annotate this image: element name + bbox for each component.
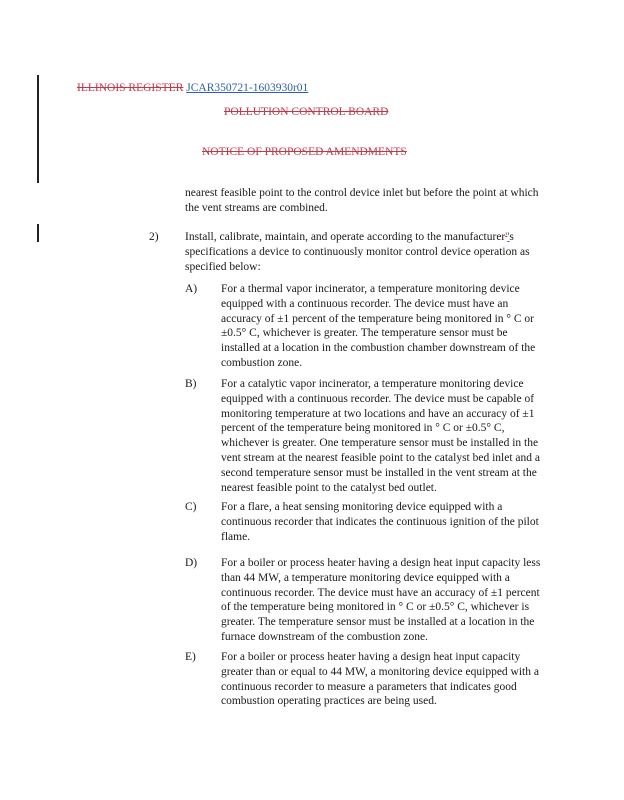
subitem-label: A) bbox=[185, 283, 198, 295]
change-bar-header bbox=[37, 75, 39, 183]
notice-header: NOTICE OF PROPOSED AMENDMENTS bbox=[202, 146, 407, 158]
subitem-text: For a flare, a heat sensing monitoring device equipped with a continuous recorder that indicates the continuous ignition of the pilot flame. bbox=[221, 501, 539, 543]
item-text-inserted: ' bbox=[507, 231, 510, 243]
continuation-paragraph: nearest feasible point to the control device inlet but before the point at which the vent streams are combined. bbox=[185, 187, 539, 214]
board-header: POLLUTION CONTROL BOARD bbox=[224, 106, 389, 118]
subitem-text: For a thermal vapor incinerator, a temperature monitoring device equipped with a continuous recorder. The device must have an accuracy of ±1 percent of the temperature being monitored in ° C or ±0.5° C, whichever is greater. The temperature sensor must be installed at a location in the combustion chamber downstream of the combustion zone. bbox=[221, 283, 536, 369]
item-text-before: Install, calibrate, maintain, and operate according to the manufacturer bbox=[185, 231, 506, 243]
item-text-struck: ' bbox=[505, 231, 508, 243]
subitem-text: For a boiler or process heater having a design heat input capacity greater than or equal to 44 MW, a monitoring device equipped with a continuous recorder to measure a parameters that indicates good combustion operating practices are being used. bbox=[221, 651, 539, 708]
change-bar-item bbox=[37, 224, 39, 242]
subitem-label: C) bbox=[185, 501, 197, 513]
item-paragraph bbox=[185, 230, 550, 274]
register-id: JCAR350721-1603930r01 bbox=[186, 82, 309, 94]
register-struck-text: ILLINOIS REGISTER bbox=[77, 82, 184, 94]
subitem-text: For a catalytic vapor incinerator, a temperature monitoring device equipped with a continuous recorder. The device must be capable of monitoring temperature at two locations and have an accuracy of ±1 percent of the temperature being monitored in ° C or ±0.5° C, whichever is greater. One temperature sensor must be installed in the vent stream at the nearest feasible point to the catalyst bed inlet and a second temperature sensor must be installed in the vent stream at the nearest feasible point to the catalyst bed outlet. bbox=[221, 378, 541, 494]
item-text-after: s specifications a device to continuously monitor control device operation as specified below: bbox=[185, 231, 530, 273]
item-number: 2) bbox=[149, 231, 159, 243]
subitem-label: B) bbox=[185, 378, 197, 390]
subitem-label: E) bbox=[185, 651, 196, 663]
register-header bbox=[77, 82, 308, 94]
subitem-text: For a boiler or process heater having a design heat input capacity less than 44 MW, a temperature monitoring device equipped with a continuous recorder. The device must have an accuracy of ±1 percent of the temperature being monitored in ° C or ±0.5° C, whichever is greater. The temperature sensor must be installed at a location in the furnace downstream of the combustion zone. bbox=[221, 557, 541, 643]
subitem-label: D) bbox=[185, 557, 198, 569]
